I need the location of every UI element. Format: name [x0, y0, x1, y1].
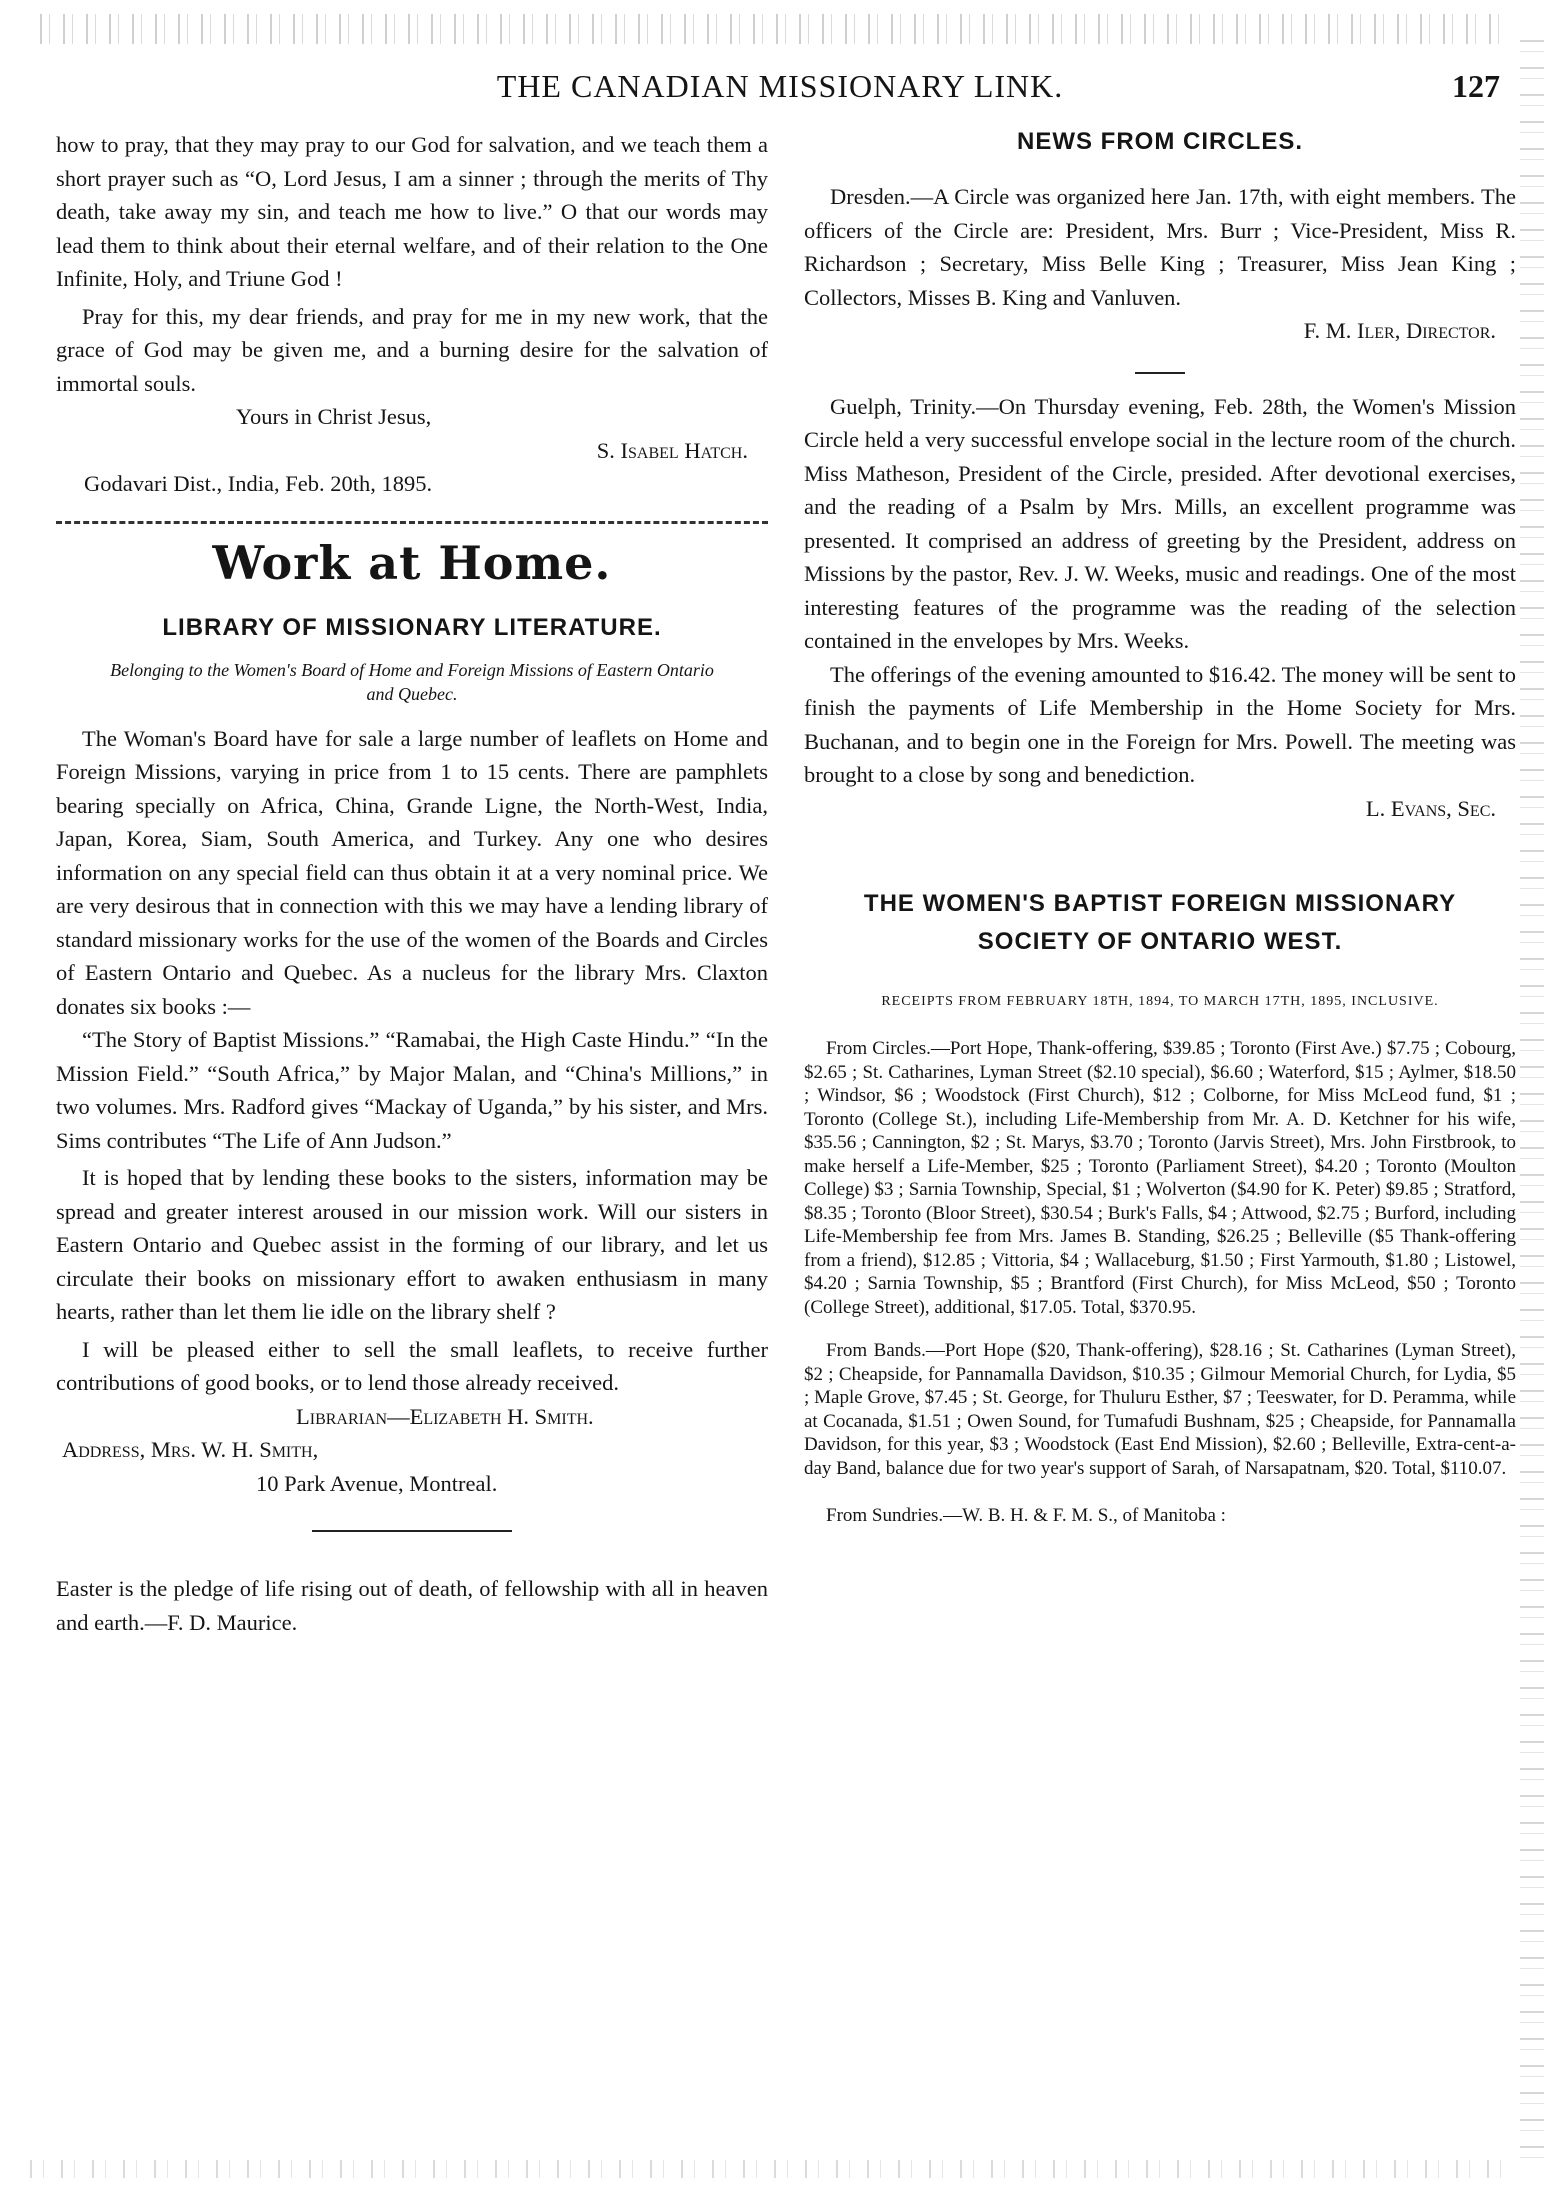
section-title: Work at Home. [212, 535, 612, 590]
library-paragraph-4: I will be pleased either to sell the small leaflets, to receive further contributions of good books, or to lend those already received. [56, 1336, 768, 1395]
dresden-signature: F. M. Iler, Director. [1303, 318, 1496, 343]
easter-quote: Easter is the pledge of life rising out of death, of fellowship with all in heaven and earth.—F. D. Maurice. [56, 1576, 768, 1635]
letter-signature: S. Isabel Hatch. [596, 437, 748, 463]
library-paragraph-1: The Woman's Board have for sale a large number of leaflets on Home and Foreign Missions, varying in price from 1 to 15 cents. There are pamphlets bearing specially on Africa, China, Grande Ligne, the North-West, India, Japan, Korea, Siam, South America, and Turkey. Any one who desires information on any special field can thus obtain it at a very nominal price. We are very desirous that in connection with this we may have a lending library of standard missionary works for the use of the women of the Boards and Circles of Eastern Ontario and Quebec. As a nucleus for the library Mrs. Claxton donates six books :— [56, 725, 768, 1019]
running-head [60, 62, 1500, 112]
right-column [804, 128, 1516, 1528]
guelph-signature: L. Evans, Sec. [1365, 795, 1496, 821]
letter-dateline: Godavari Dist., India, Feb. 20th, 1895. [84, 471, 433, 496]
librarian-signature: Librarian—Elizabeth H. Smith. [296, 1403, 594, 1429]
guelph-report: Guelph, Trinity.—On Thursday evening, Feb. 28th, the Women's Mission Circle held a very successful envelope social in the lecture room of the church. Miss Matheson, President of the Circle, presided. After devotional exercises, and the reading of a Psalm by Mrs. Mills, an excellent programme was presented. It comprised an address of greeting by the President, address on Missions by the pastor, Rev. J. W. Weeks, music and readings. One of the most interesting features of the programme was the reading of the selection contained in the envelopes by Mrs. Weeks. [804, 393, 1516, 653]
left-column [56, 128, 768, 1639]
short-divider [312, 1530, 512, 1532]
scan-noise-bottom [30, 2160, 1510, 2178]
letter-intro-paragraph: how to pray, that they may pray to our God for salvation, and we teach them a short prayer such as “O, Lord Jesus, I am a sinner ; through the merits of Thy death, take away my sin, and teach me how to live.” O that our words may lead them to think about their eternal welfare, and of their relation to the One Infinite, Holy, and Triune God ! [56, 132, 768, 291]
bands-receipts: From Bands.—Port Hope ($20, Thank-offering), $28.16 ; St. Catharines (Lyman Street), $2 ; Cheapside, for Pannamalla Davidson, $10.35 ; Gilmour Memorial Church, for Lydia, $5 ; Maple Grove, $7.45 ; St. George, for Thuluru Esther, $7 ; Teeswater, for D. Peramma, while at Cocanada, $1.51 ; Owen Sound, for Tumafudi Bushnam, $25 ; Cheapside, for Pannamalla Davidson, for this year, $3 ; Woodstock (East End Mission), $2.60 ; Belleville, Extra-cent-a-day Band, balance due for two year's support of Sarah, of Narsapatnam, $20. Total, $110.07. [804, 1340, 1516, 1479]
library-paragraph-2: “The Story of Baptist Missions.” “Ramabai, the High Caste Hindu.” “In the Mission Field.” “South Africa,” by Major Malan, and “China's Millions,” in two volumes. Mrs. Radford gives “Mackay of Uganda,” by his sister, and Mrs. Sims contributes “The Life of Ann Judson.” [56, 1027, 768, 1153]
periodical-title: THE CANADIAN MISSIONARY LINK. [496, 68, 1064, 104]
circles-receipts: From Circles.—Port Hope, Thank-offering, $39.85 ; Toronto (First Ave.) $7.75 ; Cobourg, $2.65 ; St. Catharines, Lyman Street ($2.10 special), $6.60 ; Waterford, $15 ; Aylmer, $18.50 ; Windsor, $6 ; Woodstock (First Church), $12 ; Colborne, for Miss McLeod fund, $1 ; Toronto (College St.), including Life-Membership from Mr. A. D. Ketchner for his wife, $35.56 ; Cannington, $2 ; St. Marys, $3.70 ; Toronto (Jarvis Street), Mrs. John Firstbrook, to make herself a Life-Member, $25 ; Toronto (Parliament Street), $4.20 ; Toronto (Moulton College) $3 ; Sarnia Township, Special, $1 ; Wolverton ($4.90 for K. Peter) $9.85 ; Stratford, $8.35 ; Toronto (Bloor Street), $30.54 ; Burk's Falls, $4 ; Attwood, $2.75 ; Burford, including Life-Membership fee from Mrs. James B. Standing, $26.25 ; Belleville ($5 Thank-offering from a friend), $12.85 ; Vittoria, $4 ; Wallaceburg, $1.50 ; First Yarmouth, $1.80 ; Listowel, $4.20 ; Sarnia Township, $5 ; Brantford (First Church), for Miss McLeod, $50 ; Toronto (College Street), additional, $17.05. Total, $370.95. [804, 1038, 1516, 1318]
address-label: Address, Mrs. W. H. Smith, [62, 1437, 319, 1462]
dresden-report: Dresden.—A Circle was organized here Jan. 17th, with eight members. The officers of the Circle are: President, Mrs. Burr ; Vice-President, Miss R. Richardson ; Secretary, Miss Belle King ; Treasurer, Miss Jean King ; Collectors, Misses B. King and Vanluven. [804, 184, 1516, 310]
section-divider [56, 521, 768, 524]
page-number: 127 [1452, 68, 1500, 104]
scan-noise-top [40, 14, 1500, 44]
news-heading: NEWS FROM CIRCLES. [1017, 128, 1303, 155]
letter-closing: Yours in Christ Jesus, [236, 404, 432, 429]
library-paragraph-3: It is hoped that by lending these books to the sisters, information may be spread and greater interest aroused in our mission work. Will our sisters in Eastern Ontario and Quebec assist in the forming of our library, and let us circulate their books on missionary effort to awaken enthusiasm in many hearts, rather than let them lie idle on the library shelf ? [56, 1165, 768, 1324]
receipts-period: RECEIPTS FROM FEBRUARY 18TH, 1894, TO MARCH 17TH, 1895, INCLUSIVE. [881, 994, 1439, 1009]
letter-prayer-paragraph: Pray for this, my dear friends, and pray for me in my new work, that the grace of God may be given me, and a burning desire for the salvation of immortal souls. [56, 303, 768, 396]
offerings-report: The offerings of the evening amounted to $16.42. The money will be sent to finish the payments of Life Membership in the Home Society for Mrs. Buchanan, and to begin one in the Foreign for Mrs. Powell. The meeting was brought to a close by song and benediction. [804, 661, 1516, 787]
address-line: 10 Park Avenue, Montreal. [256, 1470, 498, 1496]
short-divider [1135, 372, 1185, 374]
society-heading: THE WOMEN'S BAPTIST FOREIGN MISSIONARY SOCIETY OF ONTARIO WEST. [863, 890, 1457, 955]
library-heading: LIBRARY OF MISSIONARY LITERATURE. [162, 613, 662, 641]
sundries-receipts: From Sundries.—W. B. H. & F. M. S., of Manitoba : [826, 1505, 1226, 1526]
library-subtitle: Belonging to the Women's Board of Home and Foreign Missions of Eastern Ontario and Quebec. [110, 659, 714, 704]
scan-noise-right [1520, 40, 1544, 2160]
